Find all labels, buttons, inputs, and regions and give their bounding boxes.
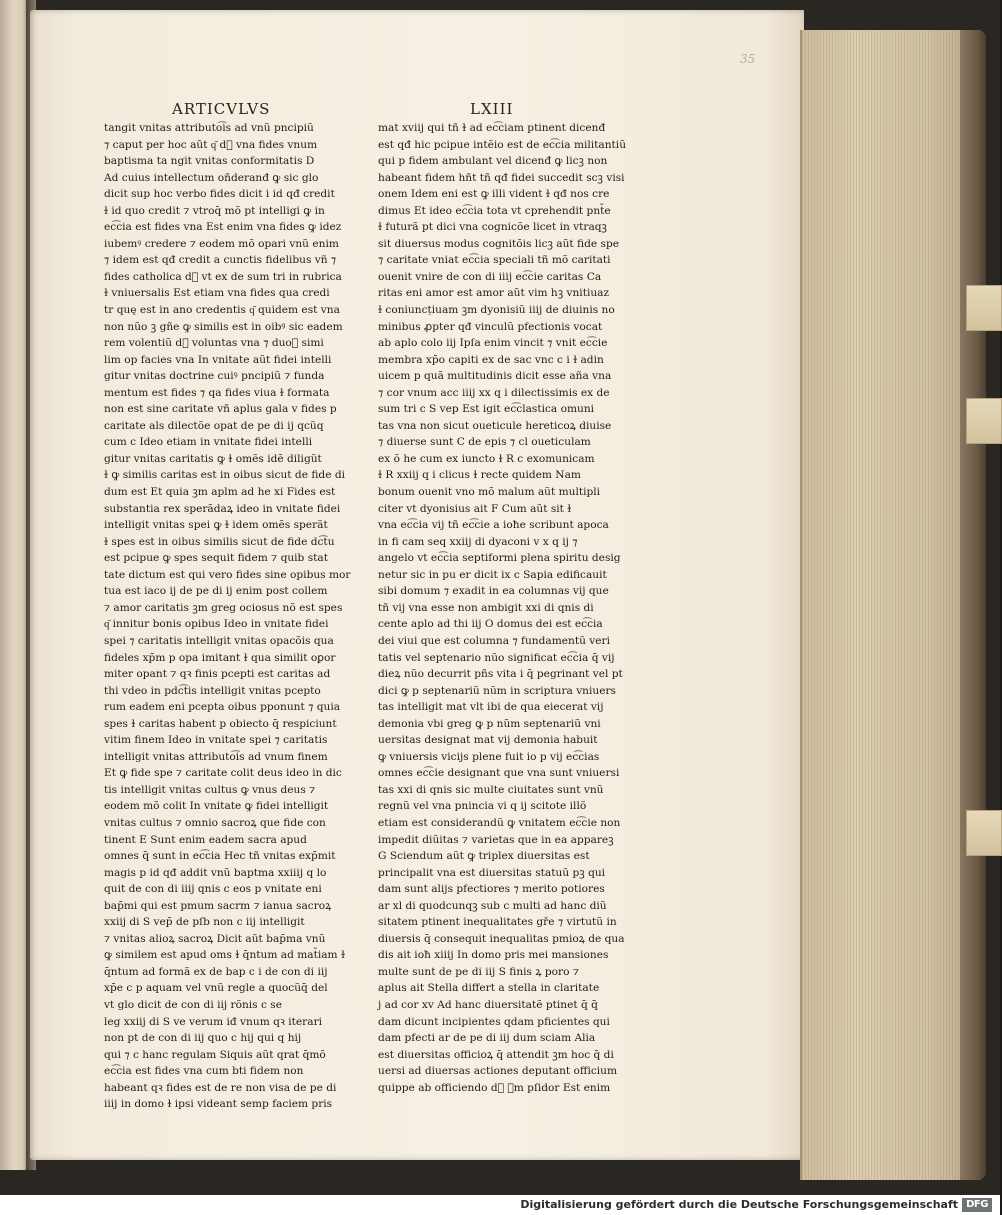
text-line: spei ⁊ caritatis intelligit vnitas opacõis qua xyxy=(104,634,334,647)
text-line: ex õ he cum ex iuncto ɫ R c exomunicam xyxy=(378,452,595,465)
text-line: est pcipue ꝙ spes sequit fidem ⁊ quib stat xyxy=(104,552,328,565)
text-line: gitur vnitas caritatis ꝙ ɫ omẽs idẽ diligũt xyxy=(104,452,322,465)
text-line: tas xxi di qnis sic multe ciuitates sunt vnũ xyxy=(378,783,604,796)
text-line: ɫ id quo credit ⁊ vtroq̄ mõ pt intelligi ꝙ in xyxy=(104,204,325,217)
text-line: bap̄mi qui est pmum sacrm ⁊ ianua sacroꝝ xyxy=(104,899,332,912)
text-line: mat xviij qui tñ ɫ ad ec͡ciam ptinent dicenđ xyxy=(378,122,606,134)
text-line: j ad cor xv Ad hanc diuersitatẽ ptinet q̄ q̄ xyxy=(378,998,598,1011)
text-line: iubemꝰ credere ⁊ eodem mõ opari vnũ enim xyxy=(104,237,339,250)
text-line: sitatem ptinent inequalitates gře ⁊ virtutũ in xyxy=(378,916,617,929)
text-line: mentum est fides ⁊ qa fides viua ɫ formata xyxy=(104,386,330,399)
text-line: tinent E Sunt enim eadem sacra apud xyxy=(104,833,307,846)
text-column-right xyxy=(378,120,627,1096)
text-line: ec͡cia est fides vna cum bti fidem non xyxy=(104,1065,304,1078)
text-line: aplus ait Stella differt a stella in claritate xyxy=(378,982,600,995)
text-line: dam dicunt incipientes qdam pficientes qui xyxy=(378,1015,610,1028)
text-line: ar xl di quodcunqꝫ sub c multi ad hanc diũ xyxy=(378,899,607,912)
text-line: tr quę est in ano credentis q͂ quidem est vna xyxy=(104,304,340,317)
text-line: tate dictum est qui vero fides sine opibus mor xyxy=(104,568,351,581)
text-line: ⁊ vnitas alioꝝ sacroꝝ Dicit aũt bap̄ma vnũ xyxy=(104,932,326,945)
text-line: ɫ spes est in oibus similis sicut de fide dc͡tu xyxy=(104,535,335,548)
text-line: in fi cam seq xxiij di dyaconi v x q ij ⁊ xyxy=(378,535,578,548)
text-line: netur sic in pu er dicit ix c Sapia edificauit xyxy=(378,568,607,581)
paper-tab xyxy=(966,398,1002,444)
text-line: ⁊ amor caritatis ꝫm greg ociosus nõ est spes xyxy=(104,601,343,614)
text-line: qui p fidem ambulant vel dicenđ ꝙ licꝫ non xyxy=(378,155,608,168)
text-line: etiam est considerandũ ꝙ vnitatem ec͡cie non xyxy=(378,816,621,829)
text-line: ⁊ cor vnum acc iiij xx q i dilectissimis ex de xyxy=(378,386,610,399)
paper-tab xyxy=(966,810,1002,856)
text-line: Et ꝙ fide spe ⁊ caritate colit deus ideo in dic xyxy=(104,767,342,780)
text-line: diuersis q̄ consequit inequalitas pmioꝝ de qua xyxy=(378,932,625,945)
text-line: leg xxiij di S ve verum iđ vnum qꝛ iterari xyxy=(104,1015,323,1028)
text-line: ouenit vnire de con di iiij ec͡cie caritas Ca xyxy=(378,270,602,283)
text-line: angelo vt ec͡cia septiformi plena spiritu desig xyxy=(378,552,621,565)
text-line: substantia rex sperãdaꝝ ideo in vnitate fidei xyxy=(104,502,341,515)
text-line: ꝙ vniuersis vicijs plene fuit io p vij ec͡cias xyxy=(378,750,600,763)
text-line: dam sunt alijs pfectiores ⁊ merito potiores xyxy=(378,883,605,896)
footer-bar xyxy=(0,1195,1000,1215)
text-line: ⁊ idem est qđ credit a cunctis fidelibus vñ ⁊ xyxy=(104,254,337,267)
text-line: vt glo dicit de con di iij rõnis c se xyxy=(104,998,282,1011)
text-line: minibus ꝓpter qđ vinculũ pfectionis vocat xyxy=(378,320,603,333)
text-line: tñ vij vna esse non ambigit xxi di qnis di xyxy=(378,601,594,614)
text-line: est qđ hic pcipue intẽio est de ec͡cia militantiũ xyxy=(378,138,627,151)
paper-tab xyxy=(966,285,1002,331)
text-line: qui ⁊ c hanc regulam Siquis aũt qrat q̄mõ xyxy=(104,1048,326,1061)
text-line: spes ɫ caritas habent p obiecto q̄ respiciunt xyxy=(104,717,337,730)
text-line: baptisma ta ngit vnitas conformitatis D xyxy=(104,155,315,168)
text-line: demonia vbi greg ꝙ p nũm septenariũ vni xyxy=(378,717,601,730)
text-line: magis p id qđ addit vnũ baptma xxiiij q lo xyxy=(104,866,327,879)
text-line: dici ꝙ p septenariũ nũm in scriptura vniuers xyxy=(378,684,616,697)
text-line: quippe ab officiendo dᷣ ꝫm pſidor Est enim xyxy=(378,1081,611,1094)
text-line: ɫ R xxiij q i clicus ɫ recte quidem Nam xyxy=(378,469,581,482)
text-line: principalit vna est diuersitas statuũ pꝫ qui xyxy=(378,866,606,879)
text-line: fides catholica dᷣ vt ex de sum tri in rubrica xyxy=(104,270,342,283)
text-line: thi vdeo in pdc͡tis intelligit vnitas pcepto xyxy=(104,684,321,697)
text-line: caritate als dilectõe opat de pe di ij qcũq xyxy=(104,419,324,432)
text-line: quit de con di iiij qnis c eos p vnitate eni xyxy=(104,883,322,896)
running-header-left: ARTICVLVS xyxy=(172,100,271,118)
text-line: rem volentiũ dᷣ voluntas vna ⁊ duoꝝ simi xyxy=(104,337,324,350)
text-line: tas intelligit mat vlt ibi de qua eiecerat vij xyxy=(378,701,604,714)
page-block-edge xyxy=(800,30,980,1180)
text-line: habeant fidem hñt tñ qđ fidei succedit scꝫ visi xyxy=(378,171,625,184)
text-line: tis intelligit vnitas cultus ꝙ vnus deus ⁊ xyxy=(104,783,316,796)
text-line: tatis vel septenario nũo significat ec͡cia q̄ vij xyxy=(378,651,615,664)
text-line: ec͡cia est fides vna Est enim vna fides ꝙ idez xyxy=(104,221,342,234)
text-line: lim op facies vna In vnitate aũt fidei intelli xyxy=(104,353,332,366)
text-line: ɫ futurã pt dici vna cognicõe licet in vtraqꝫ xyxy=(378,221,607,234)
text-line: est diuersitas officioꝝ q̄ attendit ꝫm hoc q̄ di xyxy=(378,1048,614,1061)
text-line: vitim finem Ideo in vnitate spei ⁊ caritatis xyxy=(104,734,328,747)
text-line: omnes ec͡cie designant que vna sunt vniuersi xyxy=(378,767,620,780)
text-line: xxiij di S vep̄ de pſb non c iij intelligit xyxy=(104,916,305,929)
text-line: ⁊ caput per hoc aũt q͂ dᷣ vna fides vnum xyxy=(104,138,318,151)
text-line: sit diuersus modus cognitõis licꝫ aũt fide spe xyxy=(378,237,620,250)
text-line: rum eadem eni pcepta oibus pponunt ⁊ quia xyxy=(104,701,341,714)
text-line: tangit vnitas attributo͡is ad vnũ pncipiũ xyxy=(104,122,314,134)
text-line: citer vt dyonisius ait F Cum aũt sit ɫ xyxy=(378,502,572,515)
text-line: G Sciendum aũt ꝙ triplex diuersitas est xyxy=(378,850,590,863)
text-line: impedit diũitas ⁊ varietas que in ea appareꝫ xyxy=(378,833,614,846)
text-line: uicem p quã multitudinis dicit esse aña vna xyxy=(378,370,612,383)
text-line: ab aplo colo iij Ipſa enim vincit ⁊ vnit ec͡cie xyxy=(378,337,608,350)
text-line: dis ait ioħ xiiij In domo pris mei mansiones xyxy=(378,949,609,962)
text-line: q͂ innitur bonis opibus Ideo in vnitate fidei xyxy=(104,618,329,631)
text-line: cum c Ideo etiam in vnitate fidei intelli xyxy=(104,436,313,449)
text-line: dimus Et ideo ec͡cia tota vt cprehendit pnt̄e xyxy=(378,204,611,217)
text-line: ɫ coniuncțiuam ꝫm dyonisiũ iiij de diuinis no xyxy=(378,304,615,317)
text-line: xp̄e c p aquam vel vnũ regle a quocũq̄ del xyxy=(104,982,328,995)
text-line: non est sine caritate vñ aplus gala v fides p xyxy=(104,403,337,416)
text-line: onem Idem eni est ꝙ illi vident ɫ qđ nos cre xyxy=(378,188,610,201)
text-line: non pt de con di iij quo c hij qui q hij xyxy=(104,1032,302,1045)
running-header-right: LXIII xyxy=(470,100,514,118)
text-line: vna ec͡cia vij tñ ec͡cie a ioħe scribunt apoca xyxy=(378,519,609,532)
text-line: cente aplo ad thi iij O domus dei est ec͡cia xyxy=(378,618,603,631)
text-line: intelligit vnitas spei ꝙ ɫ idem omẽs sperãt xyxy=(104,519,328,532)
cover-edge xyxy=(960,30,986,1180)
text-line: sibi domum ⁊ exadit in ea columnas vij que xyxy=(378,585,609,598)
text-line: dieꝝ nũo decurrit pñs vita i q̄ pegrinant vel pt xyxy=(378,668,623,681)
text-column-left xyxy=(104,120,351,1113)
text-line: uersitas designat mat vij demonia habuit xyxy=(378,734,598,747)
text-line: dam pfecti ar de pe di iij dum sciam Alia xyxy=(378,1032,596,1045)
text-line: multe sunt de pe di iij S finis ꝝ poro ⁊ xyxy=(378,965,579,978)
text-line: intelligit vnitas attributo͡is ad vnum finem xyxy=(104,750,328,763)
text-line: miter opant ⁊ qꝛ finis pcepti est caritas ad xyxy=(104,668,331,681)
text-line: eodem mõ colit In vnitate ꝙ fidei intelligit xyxy=(104,800,329,813)
text-line: regnũ vel vna pnincia vi q ij scitote illõ xyxy=(378,800,587,813)
text-line: ritas eni amor est amor aũt vim hꝫ vnitiuaz xyxy=(378,287,610,300)
text-line: tas vna non sicut oueticule hereticoꝝ diuise xyxy=(378,419,612,432)
text-line: ⁊ diuerse sunt C de epis ⁊ cl oueticulam xyxy=(378,436,591,449)
text-line: vnitas cultus ⁊ omnio sacroꝝ que fide con xyxy=(104,816,326,829)
text-line: Ad cuius intellectum oñderanđ ꝙ sic glo xyxy=(104,171,319,184)
text-line: non nũo ꝫ gñe ꝙ similis est in oibꝰ sic eadem xyxy=(104,320,343,333)
text-line: habeant qꝛ fides est de re non visa de pe di xyxy=(104,1081,337,1094)
folio-number: 35 xyxy=(740,52,756,66)
text-line: sum tri c S vep Est igit ec͡clastica omuni xyxy=(378,403,595,416)
text-line: dicit sup hoc verbo fides dicit i id qđ credit xyxy=(104,188,335,201)
text-line: iiij in domo ɫ ipsi videant semp faciem pris xyxy=(104,1098,333,1111)
text-line: ⁊ caritate vniat ec͡cia speciali tñ mõ caritati xyxy=(378,254,611,267)
text-line: dum est Et quia ꝫm aplm ad he xi Fides est xyxy=(104,486,336,499)
text-line: ꝙ similem est apud oms ɫ q̄ntum ad mat̄iam ɫ xyxy=(104,949,346,962)
text-line: omnes q̄ sunt in ec͡cia Hec tñ vnitas exp̄mit xyxy=(104,850,336,863)
text-line: tua est iaco ij de pe di ij enim post collem xyxy=(104,585,328,598)
text-line: membra xp̄o capiti ex de sac vnc c i ɫ adin xyxy=(378,353,604,366)
text-line: dei viui que est columna ⁊ fundamentũ veri xyxy=(378,634,610,647)
text-line: ɫ ꝙ similis caritas est in oibus sicut de fide di xyxy=(104,469,345,482)
text-line: gitur vnitas doctrine cuiꝰ pncipiũ ⁊ funda xyxy=(104,370,325,383)
text-line: fideles xp̄m p opa imitant ɫ qua similit oꝑor xyxy=(104,651,336,664)
text-line: q̄ntum ad formã ex de bap c i de con di iij xyxy=(104,965,328,978)
dfg-logo-icon: DFG xyxy=(962,1198,992,1212)
text-line: bonum ouenit vno mõ malum aũt multipli xyxy=(378,486,601,499)
funding-credit: Digitalisierung gefördert durch die Deutsche Forschungsgemeinschaft xyxy=(520,1198,958,1211)
text-line: ɫ vniuersalis Est etiam vna fides qua credi xyxy=(104,287,330,300)
text-line: uersi ad diuersas actiones deputant officium xyxy=(378,1065,618,1078)
